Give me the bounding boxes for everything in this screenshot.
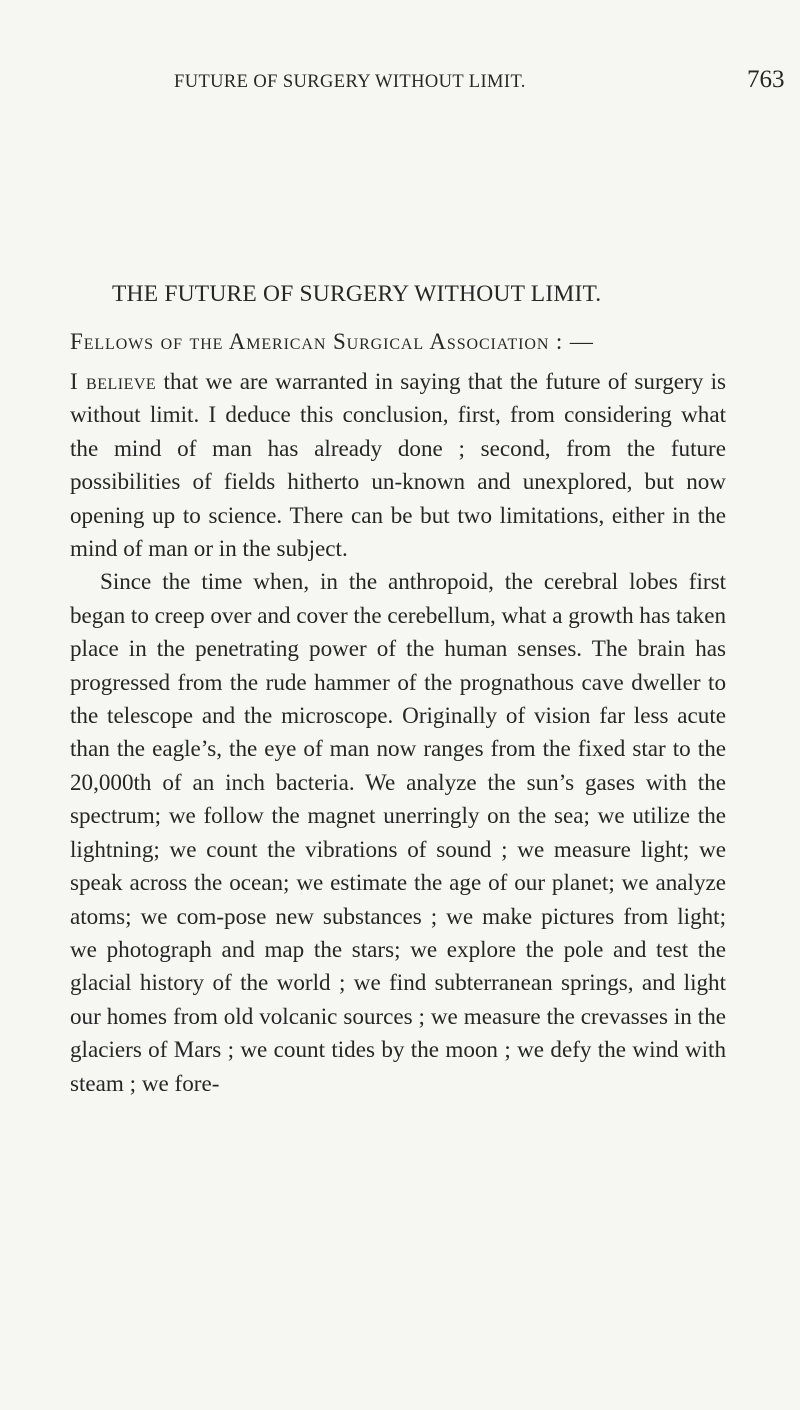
- page-number: 763: [747, 66, 785, 93]
- paragraph-2: [70, 565, 726, 1100]
- article-body: [70, 365, 726, 1100]
- running-head: FUTURE OF SURGERY WITHOUT LIMIT.: [174, 72, 526, 92]
- salutation: Fellows of the American Surgical Association : —: [70, 329, 594, 354]
- paragraph-1: [70, 365, 726, 565]
- article-title: THE FUTURE OF SURGERY WITHOUT LIMIT.: [112, 281, 602, 307]
- paragraph-lead-words: I believe: [70, 368, 157, 394]
- paragraph-text: Since the time when, in the anthropoid, the cerebral lobes first began to creep over and cover the cerebellum, what a growth has taken place in the penetrating power of the human senses. The brain has progressed from the rude hammer of the prognathous cave dweller to the telescope and the microscope. Originally of vision far less acute than the eagle’s, the eye of man now ranges from the fixed star to the 20,000th of an inch bacteria. We analyze the sun’s gases with the spectrum; we follow the magnet unerringly on the sea; we utilize the lightning; we count the vibrations of sound ; we measure light; we speak across the ocean; we estimate the age of our planet; we analyze atoms; we com-pose new substances ; we make pictures from light; we photograph and map the stars; we explore the pole and test the glacial history of the world ; we find subterranean springs, and light our homes from old volcanic sources ; we measure the crevasses in the glaciers of Mars ; we count tides by the moon ; we defy the wind with steam ; we fore-: [70, 568, 726, 1096]
- paragraph-text: that we are warranted in saying that the future of surgery is without limit. I deduce this conclusion, first, from considering what the mind of man has already done ; second, from the future possibilities of fields hitherto un-known and unexplored, but now opening up to science. There can be but two limitations, either in the mind of man or in the subject.: [70, 368, 726, 562]
